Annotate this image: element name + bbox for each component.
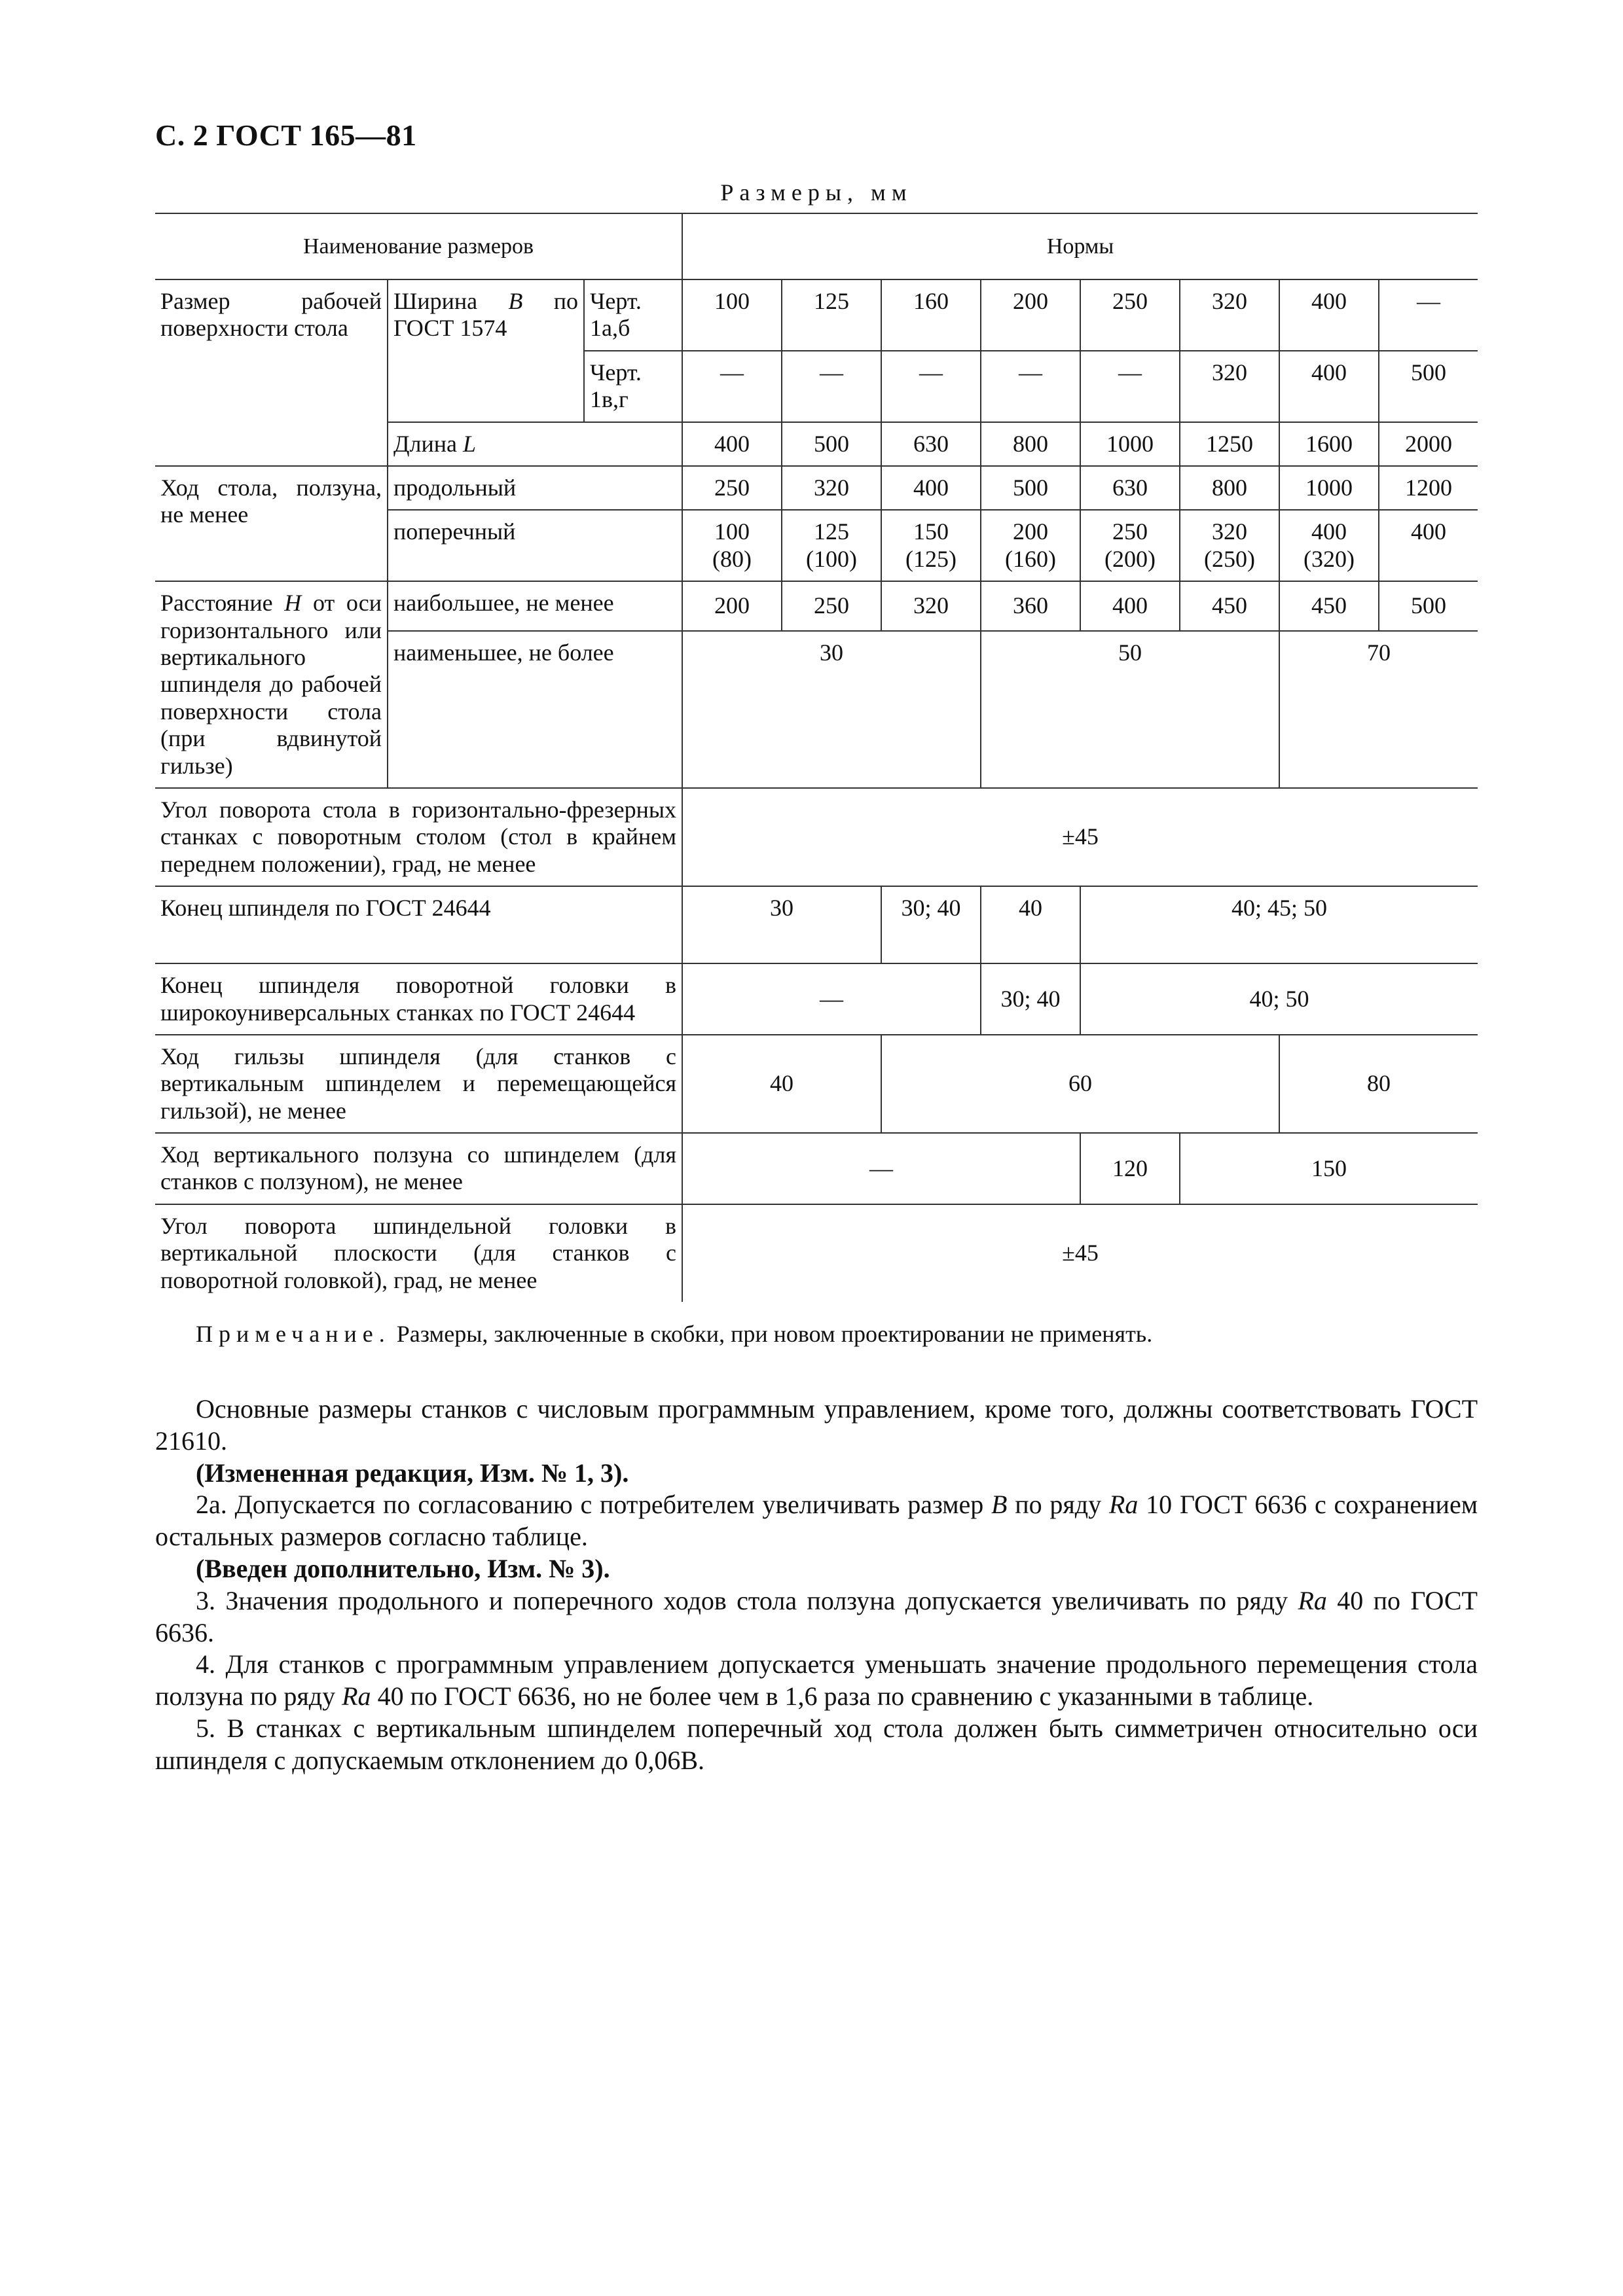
table-cell: 630: [881, 422, 981, 466]
table-cell: —: [881, 351, 981, 422]
table-cell: 320 (250): [1180, 510, 1279, 581]
row-label-drawing-ab: Черт. 1а,б: [584, 279, 682, 351]
table-cell: —: [682, 351, 782, 422]
table-cell: 360: [981, 581, 1080, 631]
table-cell: 40: [981, 886, 1080, 963]
paragraph: Основные размеры станков с числовым программным управлением, кроме того, должны соответствовать ГОСТ 21610.: [155, 1394, 1478, 1456]
table-row-quill: [155, 1035, 1478, 1133]
table-cell: 400: [1279, 279, 1379, 351]
table-cell: 320: [1180, 279, 1279, 351]
table-cell: 450: [1180, 581, 1279, 631]
table-row-swivel-head: [155, 963, 1478, 1035]
table-note: [155, 1320, 1478, 1348]
table-row-table-rotation: [155, 788, 1478, 886]
table-cell: —: [782, 351, 881, 422]
table-cell: 30: [682, 886, 881, 963]
table-cell: 200: [981, 279, 1080, 351]
table-cell: 500: [782, 422, 881, 466]
note-lead: Примечание.: [196, 1321, 391, 1348]
table-cell: 400: [1080, 581, 1180, 631]
paragraph: 4. Для станков с программным управлением допускается уменьшать значение продольного перемещения стола ползуна по ряду Ra 40 по ГОСТ 6636, но не более чем в 1,6 раза по сравнению с указанными в таблице.: [155, 1649, 1478, 1712]
table-cell: 40: [682, 1035, 881, 1133]
dimensions-table: [155, 213, 1478, 1302]
row-label-head-rotation: Угол поворота шпиндельной головки в вертикальной плоскости (для станков с поворотной головкой), град, не менее: [155, 1204, 682, 1302]
table-cell: 1000: [1080, 422, 1180, 466]
table-cell: —: [682, 1133, 1080, 1204]
table-cell: 200: [682, 581, 782, 631]
table-cell: 800: [1180, 466, 1279, 510]
table-row-width-ab: [155, 279, 1478, 351]
table-cell: 150 (125): [881, 510, 981, 581]
table-cell: 400: [881, 466, 981, 510]
table-cell: 150: [1180, 1133, 1478, 1204]
table-cell: 2000: [1379, 422, 1478, 466]
table-cell: 250: [1080, 279, 1180, 351]
table-cell: 100 (80): [682, 510, 782, 581]
amendment-note: (Введен дополнительно, Изм. № 3).: [196, 1554, 610, 1584]
table-cell: 320: [782, 466, 881, 510]
amendment-note: (Измененная редакция, Изм. № 1, 3).: [196, 1458, 629, 1488]
table-cell: 70: [1279, 631, 1478, 788]
table-cell: —: [1080, 351, 1180, 422]
page-header: С. 2 ГОСТ 165—81: [155, 118, 417, 152]
row-label-longitudinal: продольный: [388, 466, 682, 510]
table-cell: 200 (160): [981, 510, 1080, 581]
table-cell: 400: [682, 422, 782, 466]
column-header-norms: Нормы: [682, 213, 1478, 279]
table-cell: 50: [981, 631, 1279, 788]
table-cell: 40; 45; 50: [1080, 886, 1478, 963]
table-cell: ±45: [682, 1204, 1478, 1302]
paragraph: 2а. Допускается по согласованию с потребителем увеличивать размер B по ряду Ra 10 ГОСТ 6636 с сохранением остальных размеров согласно таблице.: [155, 1490, 1478, 1552]
table-cell: 320: [881, 581, 981, 631]
row-label-spindle-end: Конец шпинделя по ГОСТ 24644: [155, 886, 682, 963]
table-cell: 30; 40: [881, 886, 981, 963]
table-cell: ±45: [682, 788, 1478, 886]
table-cell: 40; 50: [1080, 963, 1478, 1035]
table-cell: —: [1379, 279, 1478, 351]
document-page: [155, 118, 1478, 1777]
row-label-max: наибольшее, не менее: [388, 581, 682, 631]
table-cell: —: [682, 963, 981, 1035]
table-cell: 125: [782, 279, 881, 351]
table-cell: 1600: [1279, 422, 1379, 466]
column-header-name: Наименование размеров: [155, 213, 682, 279]
table-cell: 630: [1080, 466, 1180, 510]
table-cell: 60: [881, 1035, 1279, 1133]
row-label-transverse: поперечный: [388, 510, 682, 581]
table-cell: 400: [1279, 351, 1379, 422]
table-cell: 1250: [1180, 422, 1279, 466]
table-cell: 80: [1279, 1035, 1478, 1133]
table-cell: 450: [1279, 581, 1379, 631]
table-cell: 160: [881, 279, 981, 351]
row-label-distance: Расстояние H от оси горизонтального или вертикального шпинделя до рабочей поверхности стола (при вдвинутой гильзе): [155, 581, 388, 788]
table-cell: 800: [981, 422, 1080, 466]
table-cell: 400: [1379, 510, 1478, 581]
table-cell: 320: [1180, 351, 1279, 422]
table-cell: 30: [682, 631, 981, 788]
table-cell: 500: [1379, 351, 1478, 422]
row-label-quill: Ход гильзы шпинделя (для станков с вертикальным шпинделем и перемещающейся гильзой), не менее: [155, 1035, 682, 1133]
table-cell: 400 (320): [1279, 510, 1379, 581]
row-label-min: наименьшее, не более: [388, 631, 682, 788]
table-cell: 100: [682, 279, 782, 351]
table-row-ram: [155, 1133, 1478, 1204]
row-label-width: Ширина B по ГОСТ 1574: [388, 279, 584, 422]
table-cell: 125 (100): [782, 510, 881, 581]
body-text: [155, 1393, 1478, 1777]
table-caption: Размеры, мм: [720, 179, 913, 206]
table-cell: —: [981, 351, 1080, 422]
table-cell: 250: [782, 581, 881, 631]
note-text: Размеры, заключенные в скобки, при новом проектировании не применять.: [390, 1321, 1153, 1348]
table-cell: 30; 40: [981, 963, 1080, 1035]
table-cell: 120: [1080, 1133, 1180, 1204]
row-label-length: Длина L: [388, 422, 682, 466]
table-row-distance-max: [155, 581, 1478, 631]
table-cell: 500: [1379, 581, 1478, 631]
paragraph: 3. Значения продольного и поперечного ходов стола ползуна допускается увеличивать по ряду Ra 40 по ГОСТ 6636.: [155, 1585, 1478, 1647]
row-label-drawing-vg: Черт. 1в,г: [584, 351, 682, 422]
table-cell: 1200: [1379, 466, 1478, 510]
table-header-row: [155, 213, 1478, 279]
row-label-ram: Ход вертикального ползуна со шпинделем (для станков с ползуном), не менее: [155, 1133, 682, 1204]
table-row-longitudinal: [155, 466, 1478, 510]
row-label-swivel-head: Конец шпинделя поворотной головки в широкоуниверсальных станках по ГОСТ 24644: [155, 963, 682, 1035]
table-row-head-rotation: [155, 1204, 1478, 1302]
row-label-travel: Ход стола, ползуна, не менее: [155, 466, 388, 581]
row-label-table-rotation: Угол поворота стола в горизонтально-фрезерных станках с поворотным столом (стол в крайнем переднем положении), град, не менее: [155, 788, 682, 886]
table-cell: 500: [981, 466, 1080, 510]
table-cell: 250: [682, 466, 782, 510]
paragraph: 5. В станках с вертикальным шпинделем поперечный ход стола должен быть симметричен относительно оси шпинделя с допускаемым отклонением до 0,06В.: [155, 1713, 1478, 1775]
row-label-work-surface: Размер рабочей поверхности стола: [155, 279, 388, 466]
table-cell: 250 (200): [1080, 510, 1180, 581]
table-row-spindle-end: [155, 886, 1478, 963]
table-cell: 1000: [1279, 466, 1379, 510]
